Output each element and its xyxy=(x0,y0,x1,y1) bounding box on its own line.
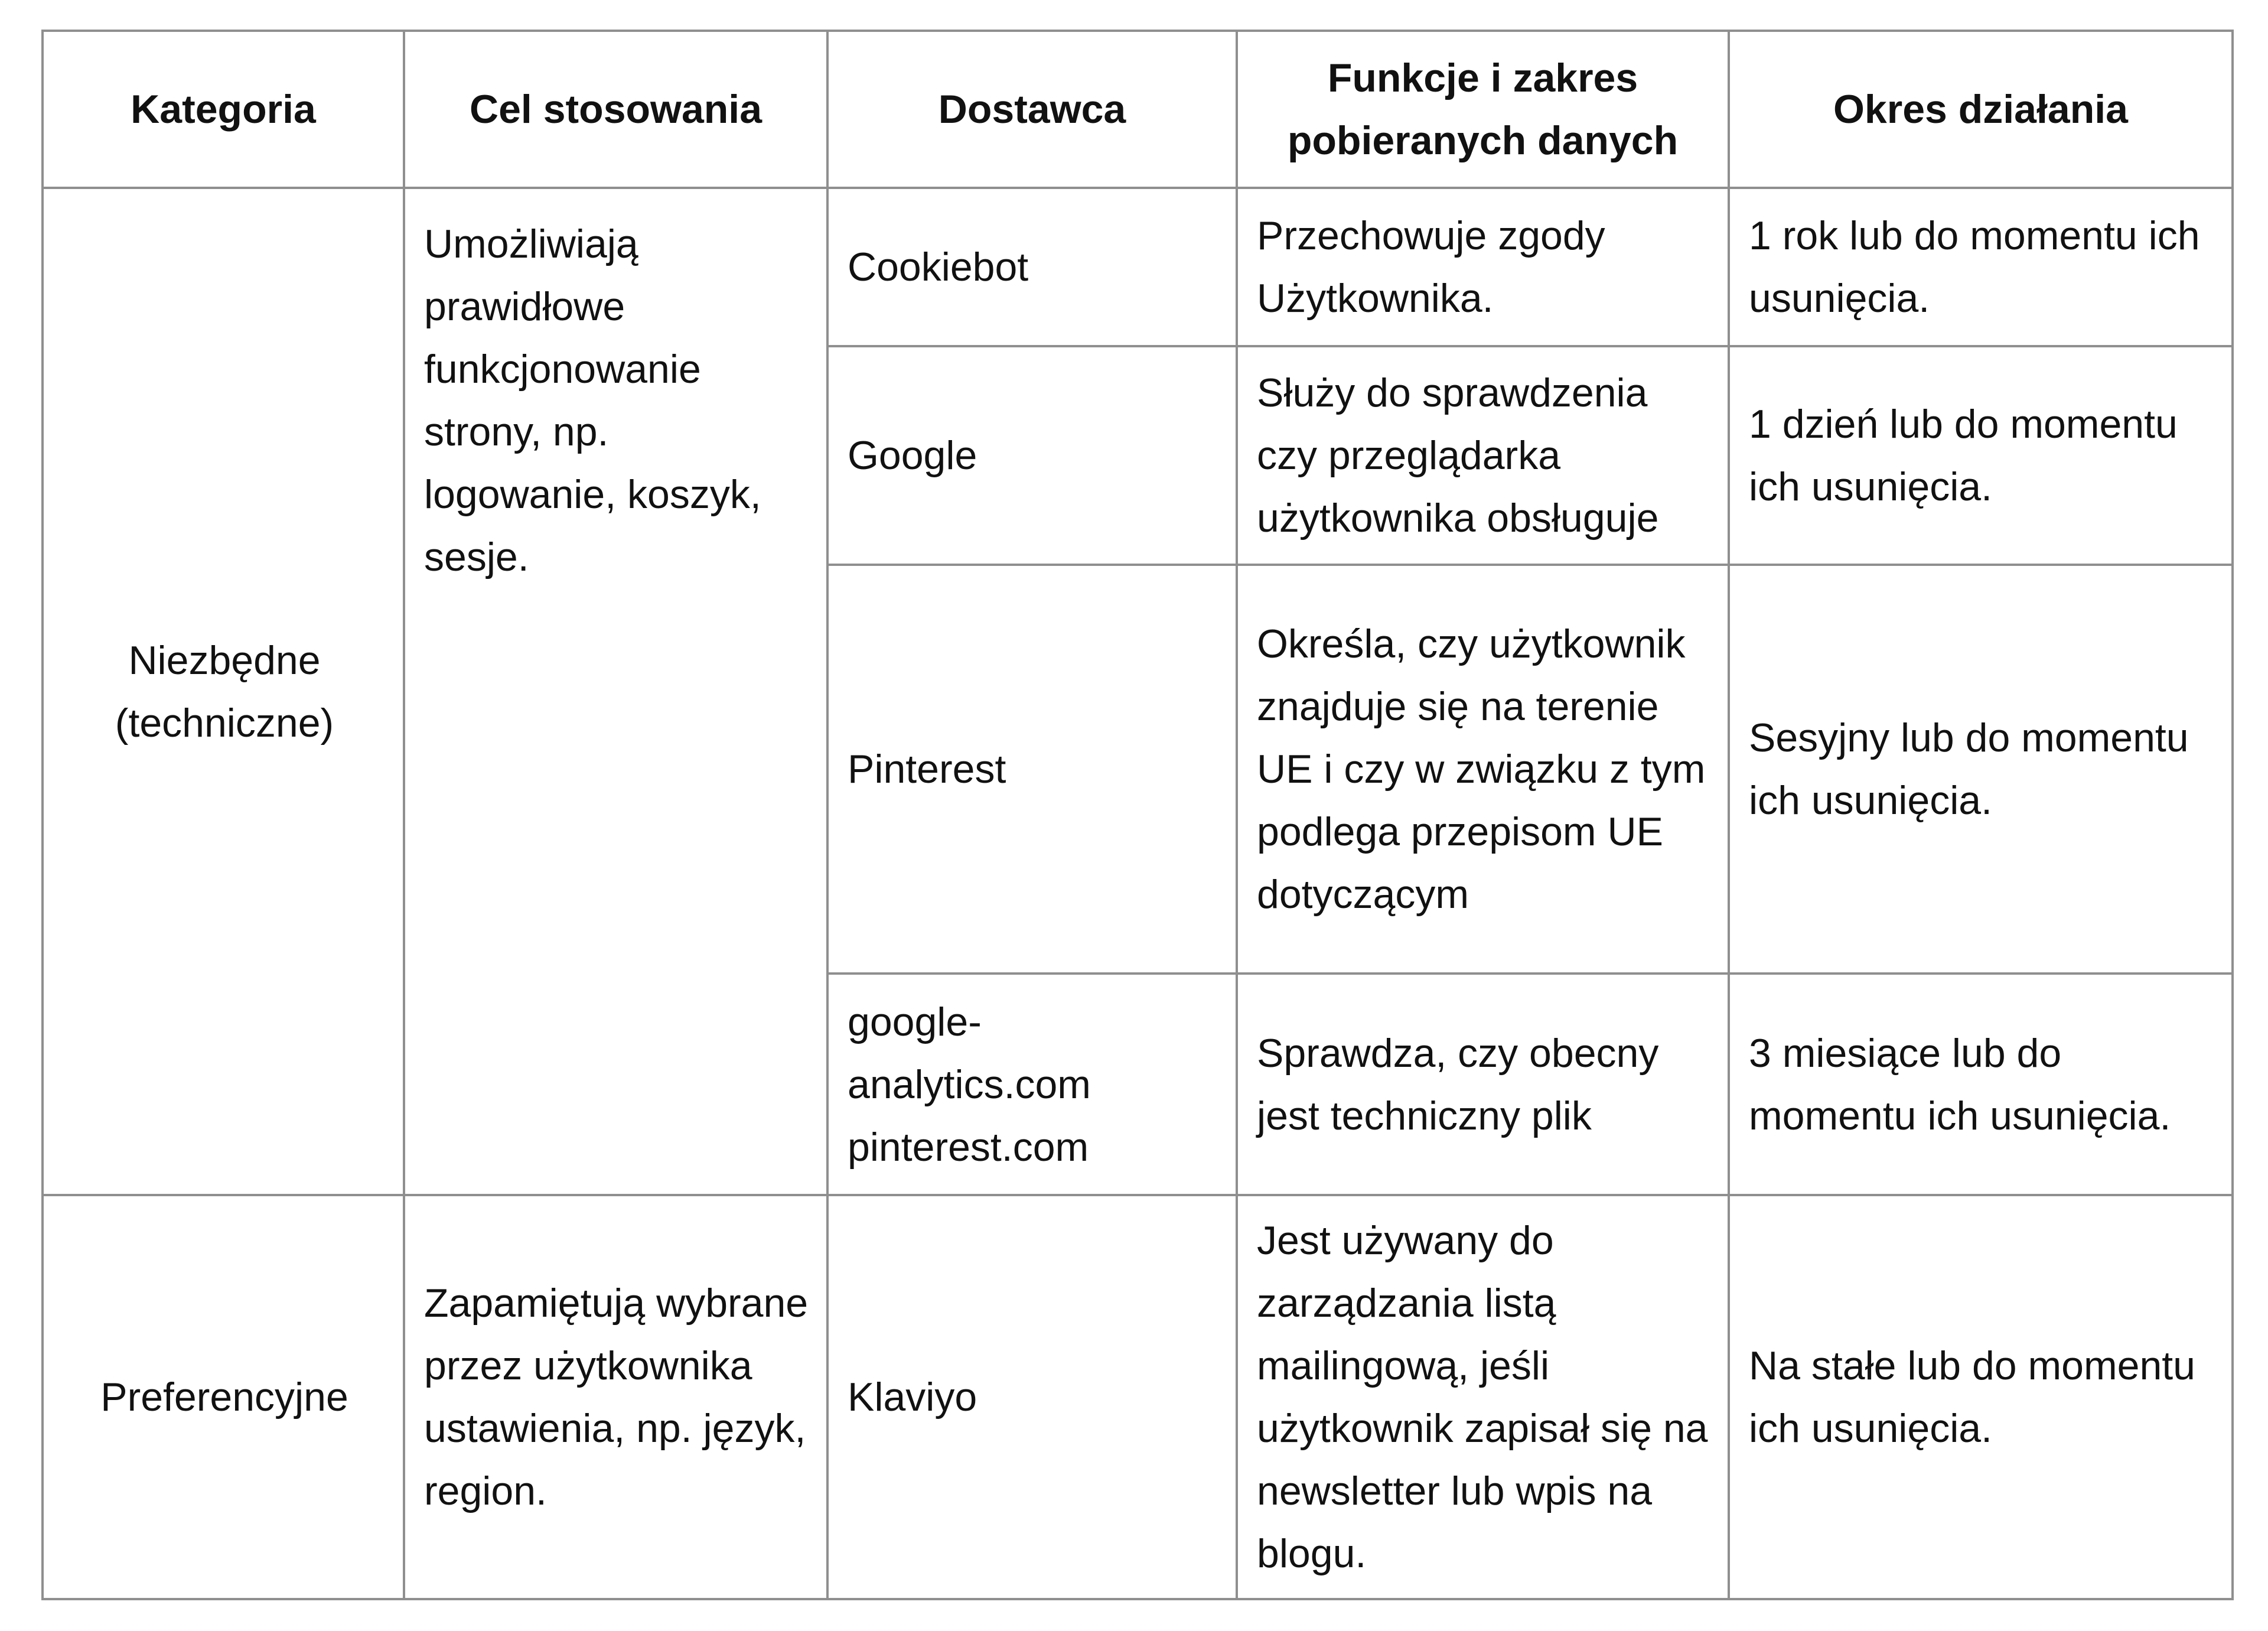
period-cell: 3 miesiące lub do momentu ich usunięcia. xyxy=(1729,974,2233,1195)
header-row xyxy=(43,31,2233,188)
functions-cell: Sprawdza, czy obecny jest techniczny plik xyxy=(1237,974,1729,1195)
provider-cell: Klaviyo xyxy=(827,1195,1237,1599)
purpose-cell-preferences: Zapamiętują wybrane przez użytkownika ustawienia, np. język, region. xyxy=(404,1195,827,1599)
purpose-cell-necessary: Umożliwiają prawidłowe funkcjonowanie strony, np. logowanie, koszyk, sesje. xyxy=(404,188,827,1195)
period-cell: 1 dzień lub do momentu ich usunięcia. xyxy=(1729,346,2233,565)
category-cell-necessary: Niezbędne (techniczne) xyxy=(43,188,404,1195)
provider-cell: Google xyxy=(827,346,1237,565)
functions-cell: Przechowuje zgody Użytkownika. xyxy=(1237,188,1729,346)
period-cell: Na stałe lub do momentu ich usunięcia. xyxy=(1729,1195,2233,1599)
header-purpose: Cel stosowania xyxy=(404,31,827,188)
header-category: Kategoria xyxy=(43,31,404,188)
category-cell-preferences: Preferencyjne xyxy=(43,1195,404,1599)
cookie-table xyxy=(41,30,2234,1600)
period-cell: Sesyjny lub do momentu ich usunięcia. xyxy=(1729,565,2233,974)
provider-cell: Pinterest xyxy=(827,565,1237,974)
header-functions: Funkcje i zakres pobieranych danych xyxy=(1237,31,1729,188)
functions-cell: Jest używany do zarządzania listą mailingową, jeśli użytkownik zapisał się na newsletter lub wpis na blogu. xyxy=(1237,1195,1729,1599)
provider-cell: Cookiebot xyxy=(827,188,1237,346)
provider-cell: google-analytics.com pinterest.com xyxy=(827,974,1237,1195)
functions-cell: Określa, czy użytkownik znajduje się na terenie UE i czy w związku z tym podlega przepisom UE dotyczącym xyxy=(1237,565,1729,974)
functions-cell: Służy do sprawdzenia czy przeglądarka użytkownika obsługuje xyxy=(1237,346,1729,565)
header-period: Okres działania xyxy=(1729,31,2233,188)
period-cell: 1 rok lub do momentu ich usunięcia. xyxy=(1729,188,2233,346)
header-provider: Dostawca xyxy=(827,31,1237,188)
table-row xyxy=(43,1195,2233,1599)
table-row xyxy=(43,188,2233,346)
